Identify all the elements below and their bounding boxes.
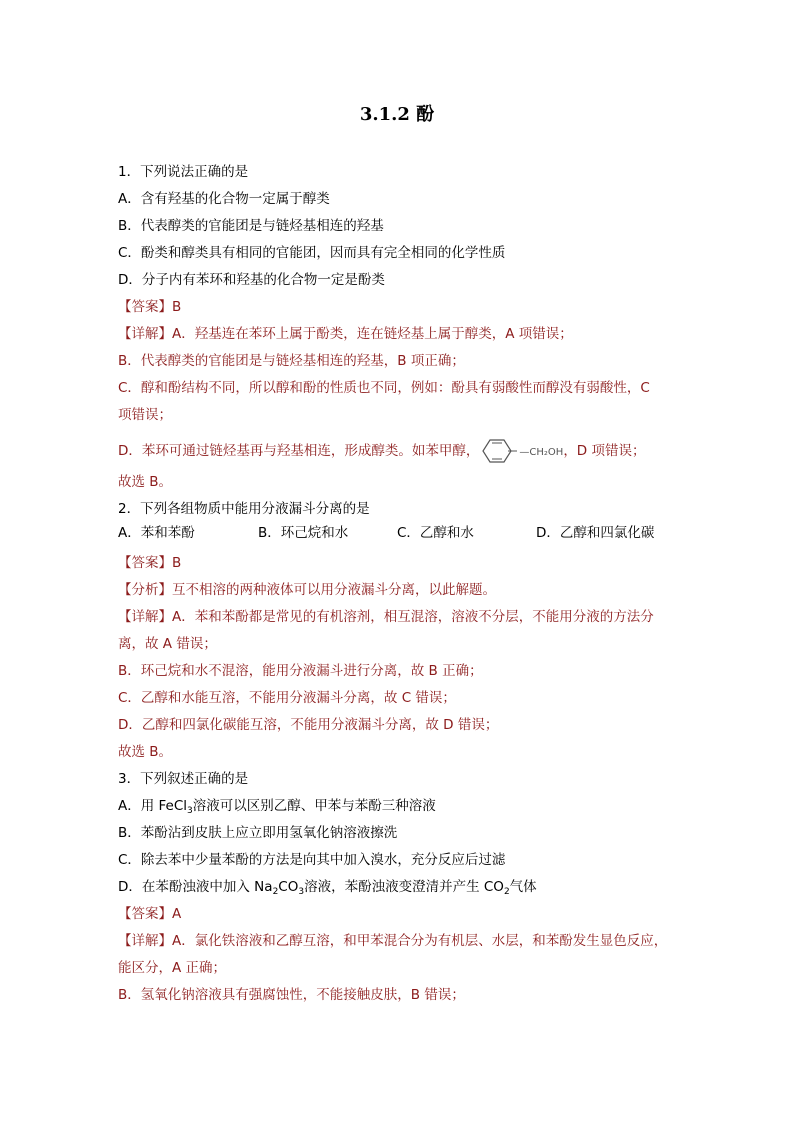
text-segment: 溶液，苯酚浊液变澄清并产生 CO: [304, 879, 504, 895]
q1-detail-d: [118, 438, 646, 464]
detail-text: ，D 项错误；: [563, 443, 646, 459]
q1-stem: 1．下列说法正确的是: [118, 164, 249, 180]
q1-detail-a: [118, 324, 573, 344]
text-segment: CO: [278, 879, 299, 895]
subscript: 3: [187, 806, 193, 816]
q3-detail-a2: 能区分，A 正确；: [118, 960, 227, 976]
q1-detail-b: B．代表醇类的官能团是与链烃基相连的羟基，B 项正确；: [118, 353, 465, 369]
detail-tag: 【详解】: [118, 933, 172, 949]
detail-tag: 【详解】: [118, 326, 172, 342]
detail-text: A．羟基连在苯环上属于酚类，连在链烃基上属于醇类，A 项错误；: [172, 326, 573, 342]
answer-value: A: [172, 906, 182, 922]
q2-detail-d: D．乙醇和四氯化碳能互溶，不能用分液漏斗分离，故 D 错误；: [118, 717, 499, 733]
q3-detail-a1: [118, 931, 667, 951]
q2-option-d: D．乙醇和四氯化碳: [536, 525, 655, 541]
detail-text: A．苯和苯酚都是常见的有机溶剂，相互混溶，溶液不分层，不能用分液的方法分: [172, 609, 654, 625]
q1-detail-c2: 项错误；: [118, 407, 172, 423]
q2-option-c: C．乙醇和水: [397, 525, 474, 541]
q2-detail-b: B．环己烷和水不混溶，能用分液漏斗进行分离，故 B 正确；: [118, 663, 483, 679]
q2-option-b: B．环己烷和水: [258, 525, 349, 541]
q1-answer: [118, 297, 181, 317]
detail-text: A．氯化铁溶液和乙醇互溶，和甲苯混合分为有机层、水层，和苯酚发生显色反应，: [172, 933, 668, 949]
q1-option-d: D．分子内有苯环和羟基的化合物一定是酚类: [118, 272, 385, 288]
q2-detail-a2: 离，故 A 错误；: [118, 636, 217, 652]
text-segment: A．用 FeCl: [118, 798, 188, 814]
answer-tag: 【答案】: [118, 906, 172, 922]
q3-option-c: C．除去苯中少量苯酚的方法是向其中加入溴水，充分反应后过滤: [118, 852, 506, 868]
q3-option-a: [118, 796, 436, 821]
analysis-tag: 【分析】: [118, 582, 172, 598]
structure-label: —CH₂OH: [519, 447, 564, 458]
q2-stem: 2．下列各组物质中能用分液漏斗分离的是: [118, 501, 370, 517]
answer-value: B: [172, 555, 182, 571]
text-segment: 溶液可以区别乙醇、甲苯与苯酚三种溶液: [192, 798, 436, 814]
q2-conclusion: 故选 B。: [118, 744, 173, 760]
subscript: 2: [503, 887, 510, 897]
text-segment: 气体: [509, 879, 537, 895]
answer-value: B: [172, 299, 182, 315]
q3-answer: [118, 904, 181, 924]
benzene-ring-icon: [481, 438, 517, 464]
analysis-text: 互不相溶的两种液体可以用分液漏斗分离，以此解题。: [172, 582, 496, 598]
q2-detail-a1: [118, 607, 654, 627]
q3-detail-b: B．氢氧化钠溶液具有强腐蚀性，不能接触皮肤，B 错误；: [118, 987, 465, 1003]
q3-option-d: [118, 877, 537, 902]
q1-conclusion: 故选 B。: [118, 474, 173, 490]
q2-analysis: [118, 580, 496, 600]
q1-detail-c1: C．醇和酚结构不同，所以醇和酚的性质也不同，例如：酚具有弱酸性而醇没有弱酸性，C: [118, 380, 650, 396]
q3-stem: 3．下列叙述正确的是: [118, 771, 249, 787]
page-title: 3.1.2 酚: [359, 104, 435, 125]
subscript: 2: [272, 887, 279, 897]
q3-option-b: B．苯酚沾到皮肤上应立即用氢氧化钠溶液擦洗: [118, 825, 398, 841]
detail-tag: 【详解】: [118, 609, 172, 625]
q2-detail-c: C．乙醇和水能互溶，不能用分液漏斗分离，故 C 错误；: [118, 690, 456, 706]
q1-option-c: C．酚类和醇类具有相同的官能团，因而具有完全相同的化学性质: [118, 245, 506, 261]
q1-option-a: A．含有羟基的化合物一定属于醇类: [118, 191, 330, 207]
answer-tag: 【答案】: [118, 555, 172, 571]
q1-option-b: B．代表醇类的官能团是与链烃基相连的羟基: [118, 218, 384, 234]
subscript: 3: [298, 887, 305, 897]
q2-answer: [118, 553, 181, 573]
text-segment: D．在苯酚浊液中加入 Na: [118, 879, 273, 895]
q2-option-a: A．苯和苯酚: [118, 525, 195, 541]
detail-text: D．苯环可通过链烃基再与羟基相连，形成醇类。如苯甲醇，: [118, 443, 480, 459]
answer-tag: 【答案】: [118, 299, 172, 315]
